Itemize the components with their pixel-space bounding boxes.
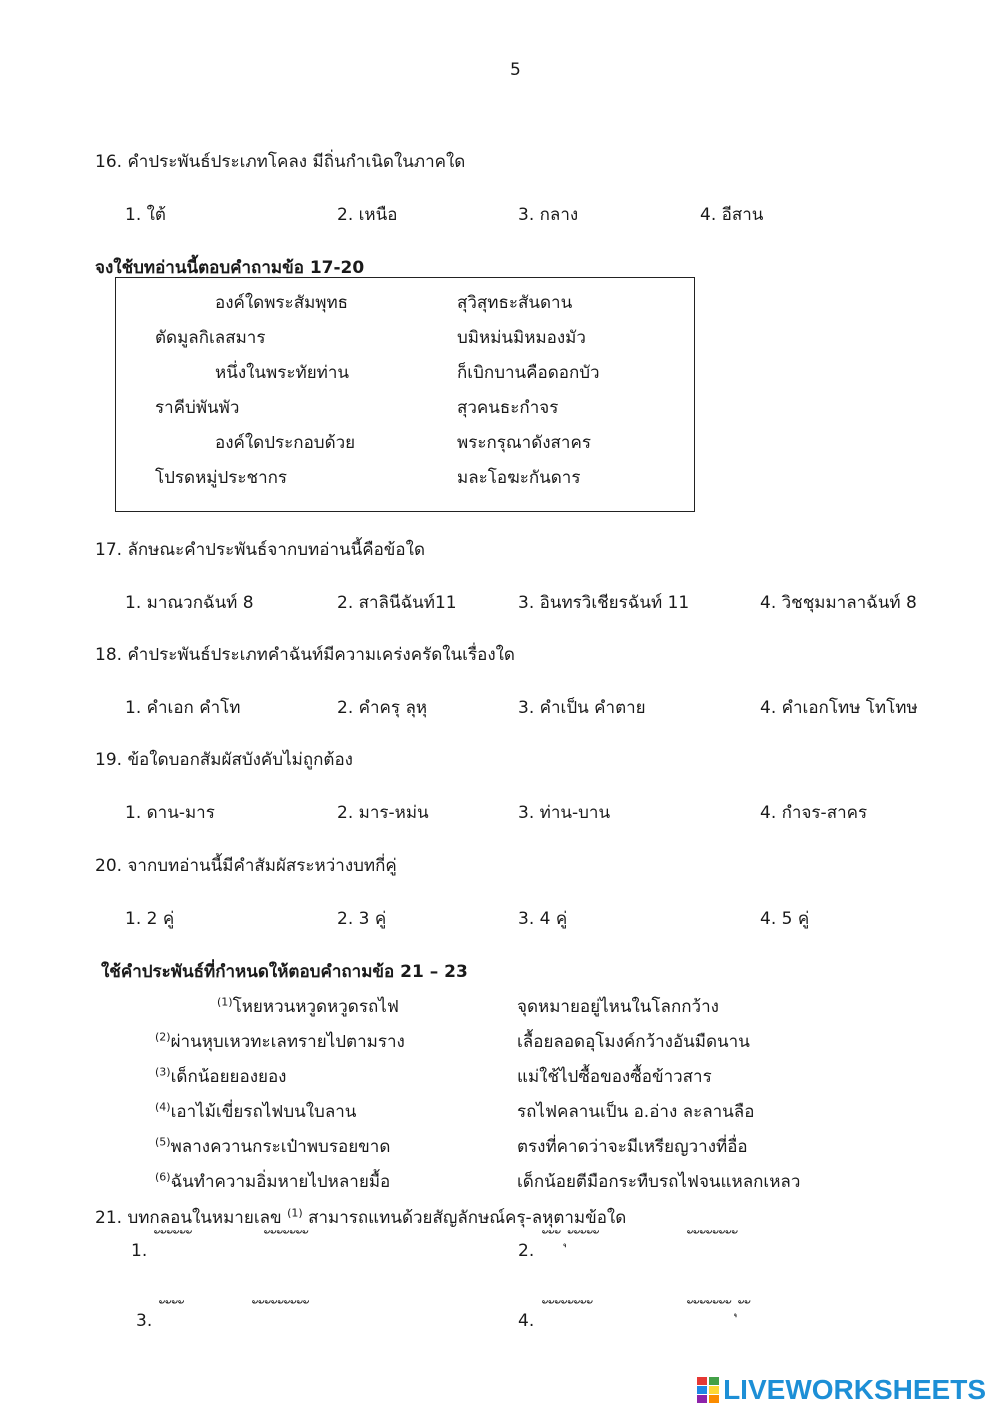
q17-option-3[interactable]: 3. อินทรวิเชียรฉันท์ 11: [518, 593, 690, 613]
q21-option-2-label[interactable]: 2.: [518, 1241, 535, 1261]
q21-option-1-label[interactable]: 1.: [131, 1241, 148, 1261]
question-text: 21. บทกลอนในหมายเลข: [95, 1208, 288, 1228]
line-text: เด็กน้อยยองยอง: [170, 1067, 287, 1087]
poem-1-line-3-left: หนึ่งในพระทัยท่าน: [215, 363, 350, 383]
q20-option-3[interactable]: 3. 4 คู่: [518, 909, 568, 929]
q20-option-4[interactable]: 4. 5 คู่: [760, 909, 810, 929]
question-19: 19. ข้อใดบอกสัมผัสบังคับไม่ถูกต้อง: [95, 750, 353, 770]
poem-1-line-1-left: องค์ใดพระสัมพุทธ: [215, 293, 349, 313]
poem-1-line-6-right: มละโอฆะกันดาร: [457, 468, 581, 488]
poem-2-line-4-left: [155, 1098, 356, 1125]
q19-option-3[interactable]: 3. ท่าน-บาน: [518, 803, 611, 823]
poem-2-line-1-right: จุดหมายอยู่ไหนในโลกกว้าง: [517, 997, 719, 1017]
line-text: ผ่านหุบเหวทะเลทรายไปตามราง: [170, 1032, 405, 1052]
logo-text: LIVEWORKSHEETS: [723, 1374, 986, 1405]
line-text: พลางควานกระเป๋าพบรอยขาด: [170, 1137, 391, 1157]
poem-2-line-5-right: ตรงที่คาดว่าจะมีเหรียญวางที่อื่อ: [517, 1137, 748, 1157]
poem-1-line-5-left: องค์ใดประกอบด้วย: [215, 433, 356, 453]
poem-1-line-1-right: สุวิสุทธะสันดาน: [457, 293, 573, 313]
q18-option-1[interactable]: 1. คำเอก คำโท: [125, 698, 241, 718]
q19-option-2[interactable]: 2. มาร-หม่น: [337, 803, 429, 823]
q18-option-4[interactable]: 4. คำเอกโทษ โทโทษ: [760, 698, 918, 718]
poem-2-line-3-left: [155, 1063, 286, 1090]
q21-option-4-symbols-b: ั ั ั ั ั ั ั ุ ั ั: [693, 1298, 752, 1317]
liveworksheets-logo[interactable]: [697, 1375, 986, 1405]
line-number: (1): [217, 995, 233, 1009]
line-text: ฉันทำความอิ่มหายไปหลายมื้อ: [170, 1172, 391, 1192]
poem-1-line-3-right: ก็เบิกบานคือดอกบัว: [457, 363, 600, 383]
line-number: (5): [155, 1135, 171, 1149]
q17-option-1[interactable]: 1. มาณวกฉันท์ 8: [125, 593, 254, 613]
q20-option-2[interactable]: 2. 3 คู่: [337, 909, 387, 929]
q21-option-2-symbols-b: ั ั ั ั ั ั ั ั: [693, 1228, 739, 1247]
poem-2-line-6-right: เด็กน้อยตีมือกระทืบรถไฟจนแหลกเหลว: [517, 1172, 801, 1192]
poem-2-line-6-left: [155, 1168, 390, 1195]
q16-option-4[interactable]: 4. อีสาน: [700, 205, 764, 225]
q18-option-3[interactable]: 3. คำเป็น คำตาย: [518, 698, 646, 718]
q21-option-4-symbols-a: ั ั ั ั ั ั ั ั: [548, 1298, 594, 1317]
q19-option-4[interactable]: 4. กำจร-สาคร: [760, 803, 868, 823]
poem-1-line-5-right: พระกรุณาดังสาคร: [457, 433, 591, 453]
poem-2-line-4-right: รถไฟคลานเป็น อ.อ่าง ละลานลือ: [517, 1102, 755, 1122]
poem-1-line-2-right: บมิหม่นมิหมองมัว: [457, 328, 586, 348]
section-1-instruction: จงใช้บทอ่านนี้ตอบคำถามข้อ 17-20: [95, 258, 365, 278]
question-text: สามารถแทนด้วยสัญลักษณ์ครุ-ลหุตามข้อใด: [302, 1208, 627, 1228]
q20-option-1[interactable]: 1. 2 คู่: [125, 909, 175, 929]
line-number: (4): [155, 1100, 171, 1114]
q21-option-4-label[interactable]: 4.: [518, 1311, 535, 1331]
q17-option-2[interactable]: 2. สาลินีฉันท์11: [337, 593, 457, 613]
q21-option-1-symbols-a: ั ั ั ั ั ั: [160, 1228, 193, 1247]
question-20: 20. จากบทอ่านนี้มีคำสัมผัสระหว่างบทกี่คู่: [95, 856, 397, 876]
poem-2-line-3-right: แม่ใช้ไปซื้อของซื้อข้าวสาร: [517, 1067, 712, 1087]
question-17: 17. ลักษณะคำประพันธ์จากบทอ่านนี้คือข้อใด: [95, 540, 425, 560]
line-number: (3): [155, 1065, 171, 1079]
q16-option-3[interactable]: 3. กลาง: [518, 205, 579, 225]
page-number: 5: [510, 60, 521, 80]
poem-1-line-4-right: สุวคนธะกำจร: [457, 398, 559, 418]
q16-option-2[interactable]: 2. เหนือ: [337, 205, 398, 225]
q21-option-2-symbols-a: ั ั ั ุ ั ั ั ั ั: [548, 1228, 601, 1247]
line-text: เอาไม้เขี่ยรถไฟบนใบลาน: [170, 1102, 357, 1122]
q21-option-3-symbols-a: ั ั ั ั: [165, 1298, 186, 1317]
q17-option-4[interactable]: 4. วิชชุมมาลาฉันท์ 8: [760, 593, 917, 613]
question-18: 18. คำประพันธ์ประเภทคำฉันท์มีความเคร่งครัดในเรื่องใด: [95, 645, 515, 665]
q16-option-1[interactable]: 1. ใต้: [125, 205, 166, 225]
q21-option-3-label[interactable]: 3.: [136, 1311, 153, 1331]
poem-1-line-2-left: ตัดมูลกิเลสมาร: [155, 328, 266, 348]
line-text: โหยหวนหวูดหวูดรถไฟ: [232, 997, 399, 1017]
line-number: (1): [287, 1206, 303, 1220]
poem-2-line-2-left: [155, 1028, 405, 1055]
line-number: (2): [155, 1030, 171, 1044]
poem-1-line-4-left: ราคีบ่พันพัว: [155, 398, 240, 418]
poem-2-line-5-left: [155, 1133, 390, 1160]
liveworksheets-icon: [697, 1377, 719, 1403]
section-2-instruction: ใช้คำประพันธ์ที่กำหนดให้ตอบคำถามข้อ 21 – 23: [101, 962, 468, 982]
q18-option-2[interactable]: 2. คำครุ ลุหุ: [337, 698, 428, 718]
line-number: (6): [155, 1170, 171, 1184]
q19-option-1[interactable]: 1. ดาน-มาร: [125, 803, 215, 823]
poem-2-line-1-left: [217, 993, 399, 1020]
poem-2-line-2-right: เลื้อยลอดอุโมงค์กว้างอันมืดนาน: [517, 1032, 750, 1052]
question-16: 16. คำประพันธ์ประเภทโคลง มีถิ่นกำเนิดในภาคใด: [95, 152, 466, 172]
poem-1-line-6-left: โปรดหมู่ประชากร: [155, 468, 288, 488]
q21-option-3-symbols-b: ั ั ั ั ั ั ั ั ั: [258, 1298, 311, 1317]
q21-option-1-symbols-b: ั ั ั ั ั ั ั: [270, 1228, 310, 1247]
